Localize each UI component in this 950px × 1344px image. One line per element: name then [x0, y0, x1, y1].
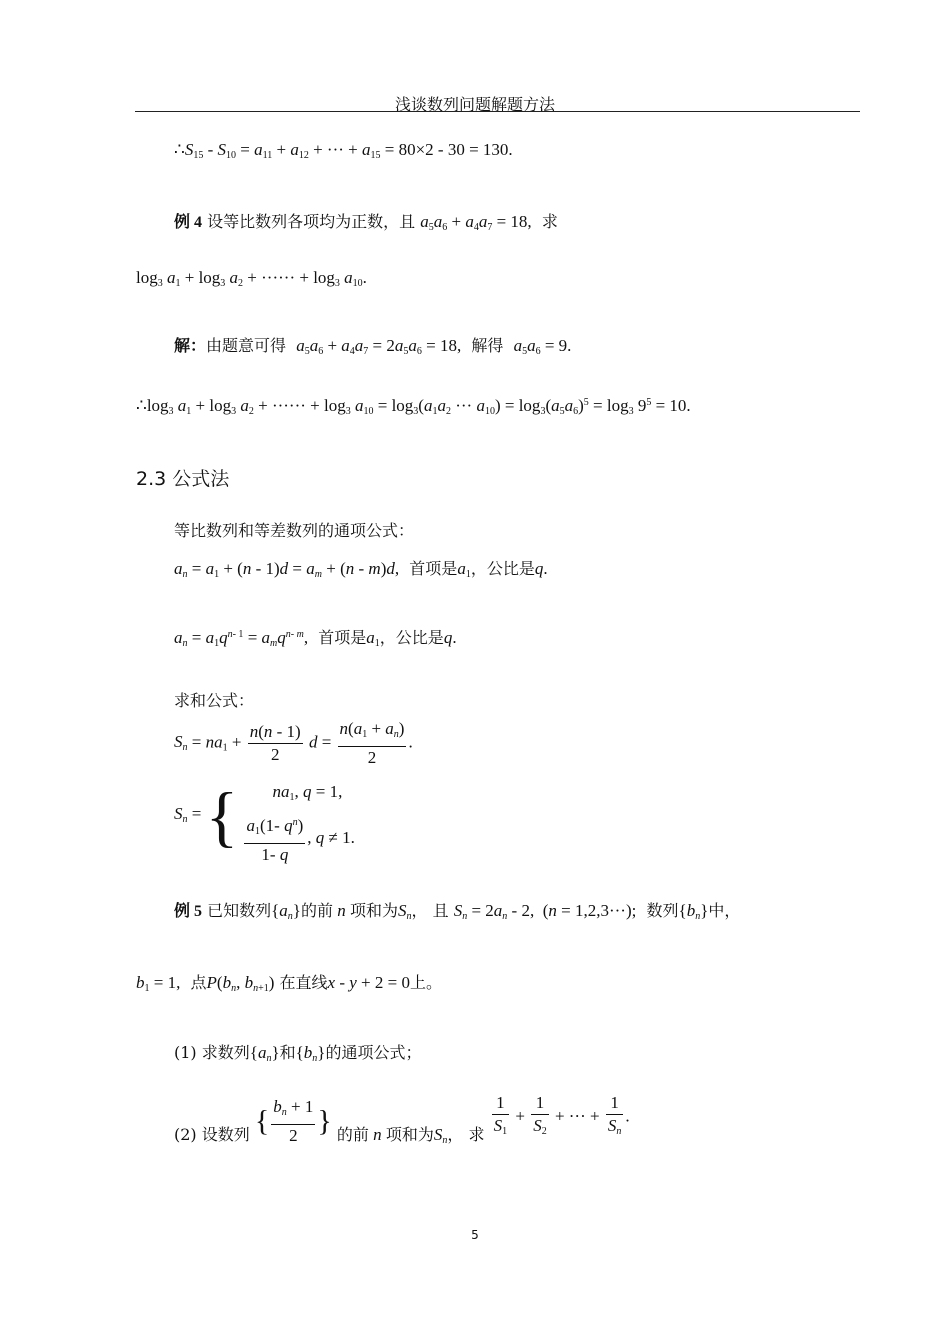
- solution-line: [174, 333, 571, 357]
- solution-text-2: 解得: [471, 336, 504, 355]
- geometric-formula: $a_n = a_1q^{n- 1} = a_mq^{n- m}$,: [174, 628, 309, 649]
- question-2-text-d: 求: [468, 1125, 485, 1144]
- arithmetic-formula-line: $a_n = a_1 + (n - 1)d = a_m + (n - m)d$, 首项是$a_1$，公比是q.: [174, 559, 548, 580]
- example-5-text-6: 中，: [708, 901, 741, 920]
- example-5-line-text: 在直线: [279, 973, 328, 992]
- question-1-text-a: (1) 求数列: [174, 1043, 250, 1062]
- example-5-label: 例 5: [174, 903, 203, 920]
- question-1: (1) 求数列$\{a_n\}$和$\{b_n\}$的通项公式；: [174, 1043, 422, 1064]
- formula-intro: 等比数列和等差数列的通项公式：: [174, 521, 415, 540]
- arithmetic-sum-formula: $S_n = na_1$ + $\frac{n(n - 1)}{2}$ d = $\frac{n(a_1 + a_n)}{2}$ .: [174, 719, 413, 767]
- arithmetic-formula: $a_n = a_1 + (n - 1)d = a_m + (n - m)d$,: [174, 559, 400, 580]
- solution-result: $\therefore\log_3$ $a_1 + \log_3 a_2$ + ······ + $\log_3 a_{10} = \log_3(a_1a_2$ ··· $a_{10}) = \log_3(a_5a_6)^5 = \log_3 9^5 = 10$.: [136, 396, 691, 417]
- question-1-text-b: 和: [279, 1043, 296, 1062]
- question-2-text-a: (2) 设数列: [174, 1125, 250, 1144]
- example-5-text-4: 且: [432, 901, 449, 920]
- example-5-on-text: 上。: [409, 973, 442, 992]
- sum-formula-intro: 求和公式：: [174, 691, 255, 710]
- running-header-title: 浅谈数列问题解题方法: [394, 95, 555, 114]
- example-5-point-text: 点: [190, 973, 207, 992]
- example-5-line-2: $b_1 = 1$, 点$P(b_n$, $b_{n+1}$) 在直线x - y + 2 = 0上。: [136, 973, 442, 994]
- example-4-ask: 求: [541, 212, 558, 231]
- example-5-text-5: 数列: [646, 901, 679, 920]
- ratio-note-2: 公比是: [395, 628, 444, 647]
- question-2: (2) 设数列 { $\frac{b_n + 1}{2}$ } 的前 n 项和为$S_n$， 求 $\frac{1}{S_1}$ + $\frac{1}{S_2}$ + ··· + $\frac{1}{S_n}$ .: [174, 1093, 630, 1146]
- example-4-label: 例 4: [174, 214, 203, 231]
- solution-equation-2: $a_5a_6 = 9$.: [513, 336, 572, 357]
- example-5-text-2: 的前: [300, 901, 333, 920]
- solution-label: 解：: [174, 338, 207, 355]
- header-rule: [135, 111, 860, 112]
- first-term-note: 首项是: [409, 559, 458, 578]
- question-2-text-c: 项和为: [385, 1125, 434, 1144]
- geometric-formula-line: $a_n = a_1q^{n- 1} = a_mq^{n- m}$, 首项是$a_1$，公比是q.: [174, 628, 457, 649]
- geometric-sum-formula: $S_n$ = { $na_1$, q = 1, $\frac{a_1(1- q^n)}{1- q}$ , q ≠ 1.: [174, 778, 355, 864]
- example-4-target: $\log_3 a_1 + \log_3 a_2$ + ······ + $\log_3 a_{10}$.: [136, 268, 367, 289]
- question-2-text-b: 的前: [336, 1125, 369, 1144]
- question-1-text-c: 的通项公式；: [325, 1043, 422, 1062]
- example-5-text-1: 已知数列: [207, 901, 272, 920]
- ratio-note: 公比是: [486, 559, 535, 578]
- example-4-statement: [174, 209, 558, 233]
- first-term-note-2: 首项是: [318, 628, 367, 647]
- example-5-statement: 例 5 已知数列$\{a_n\}$的前 n 项和为$S_n$， 且 $S_n = 2a_n - 2$, (n = 1,2,3···); 数列$\{b_n\}$中，: [174, 901, 741, 922]
- solution-text-1: 由题意可得: [206, 336, 287, 355]
- solution-equation-1: $a_5a_6 + a_4a_7 = 2a_5a_6 = 18$,: [296, 336, 462, 357]
- example-4-text: 设等比数列各项均为正数，且: [207, 212, 416, 231]
- equation-s15-minus-s10: $\therefore S_{15} - S_{10} = a_{11} + a_{12}$ + ··· + $a_{15} = 80\times 2 - 30 = 130$.: [174, 140, 513, 161]
- section-heading: 2.3 公式法: [136, 468, 230, 490]
- page-number: 5: [471, 1228, 479, 1242]
- example-5-text-3: 项和为: [349, 901, 398, 920]
- example-4-condition: $a_5a_6 + a_4a_7 = 18$,: [420, 212, 532, 233]
